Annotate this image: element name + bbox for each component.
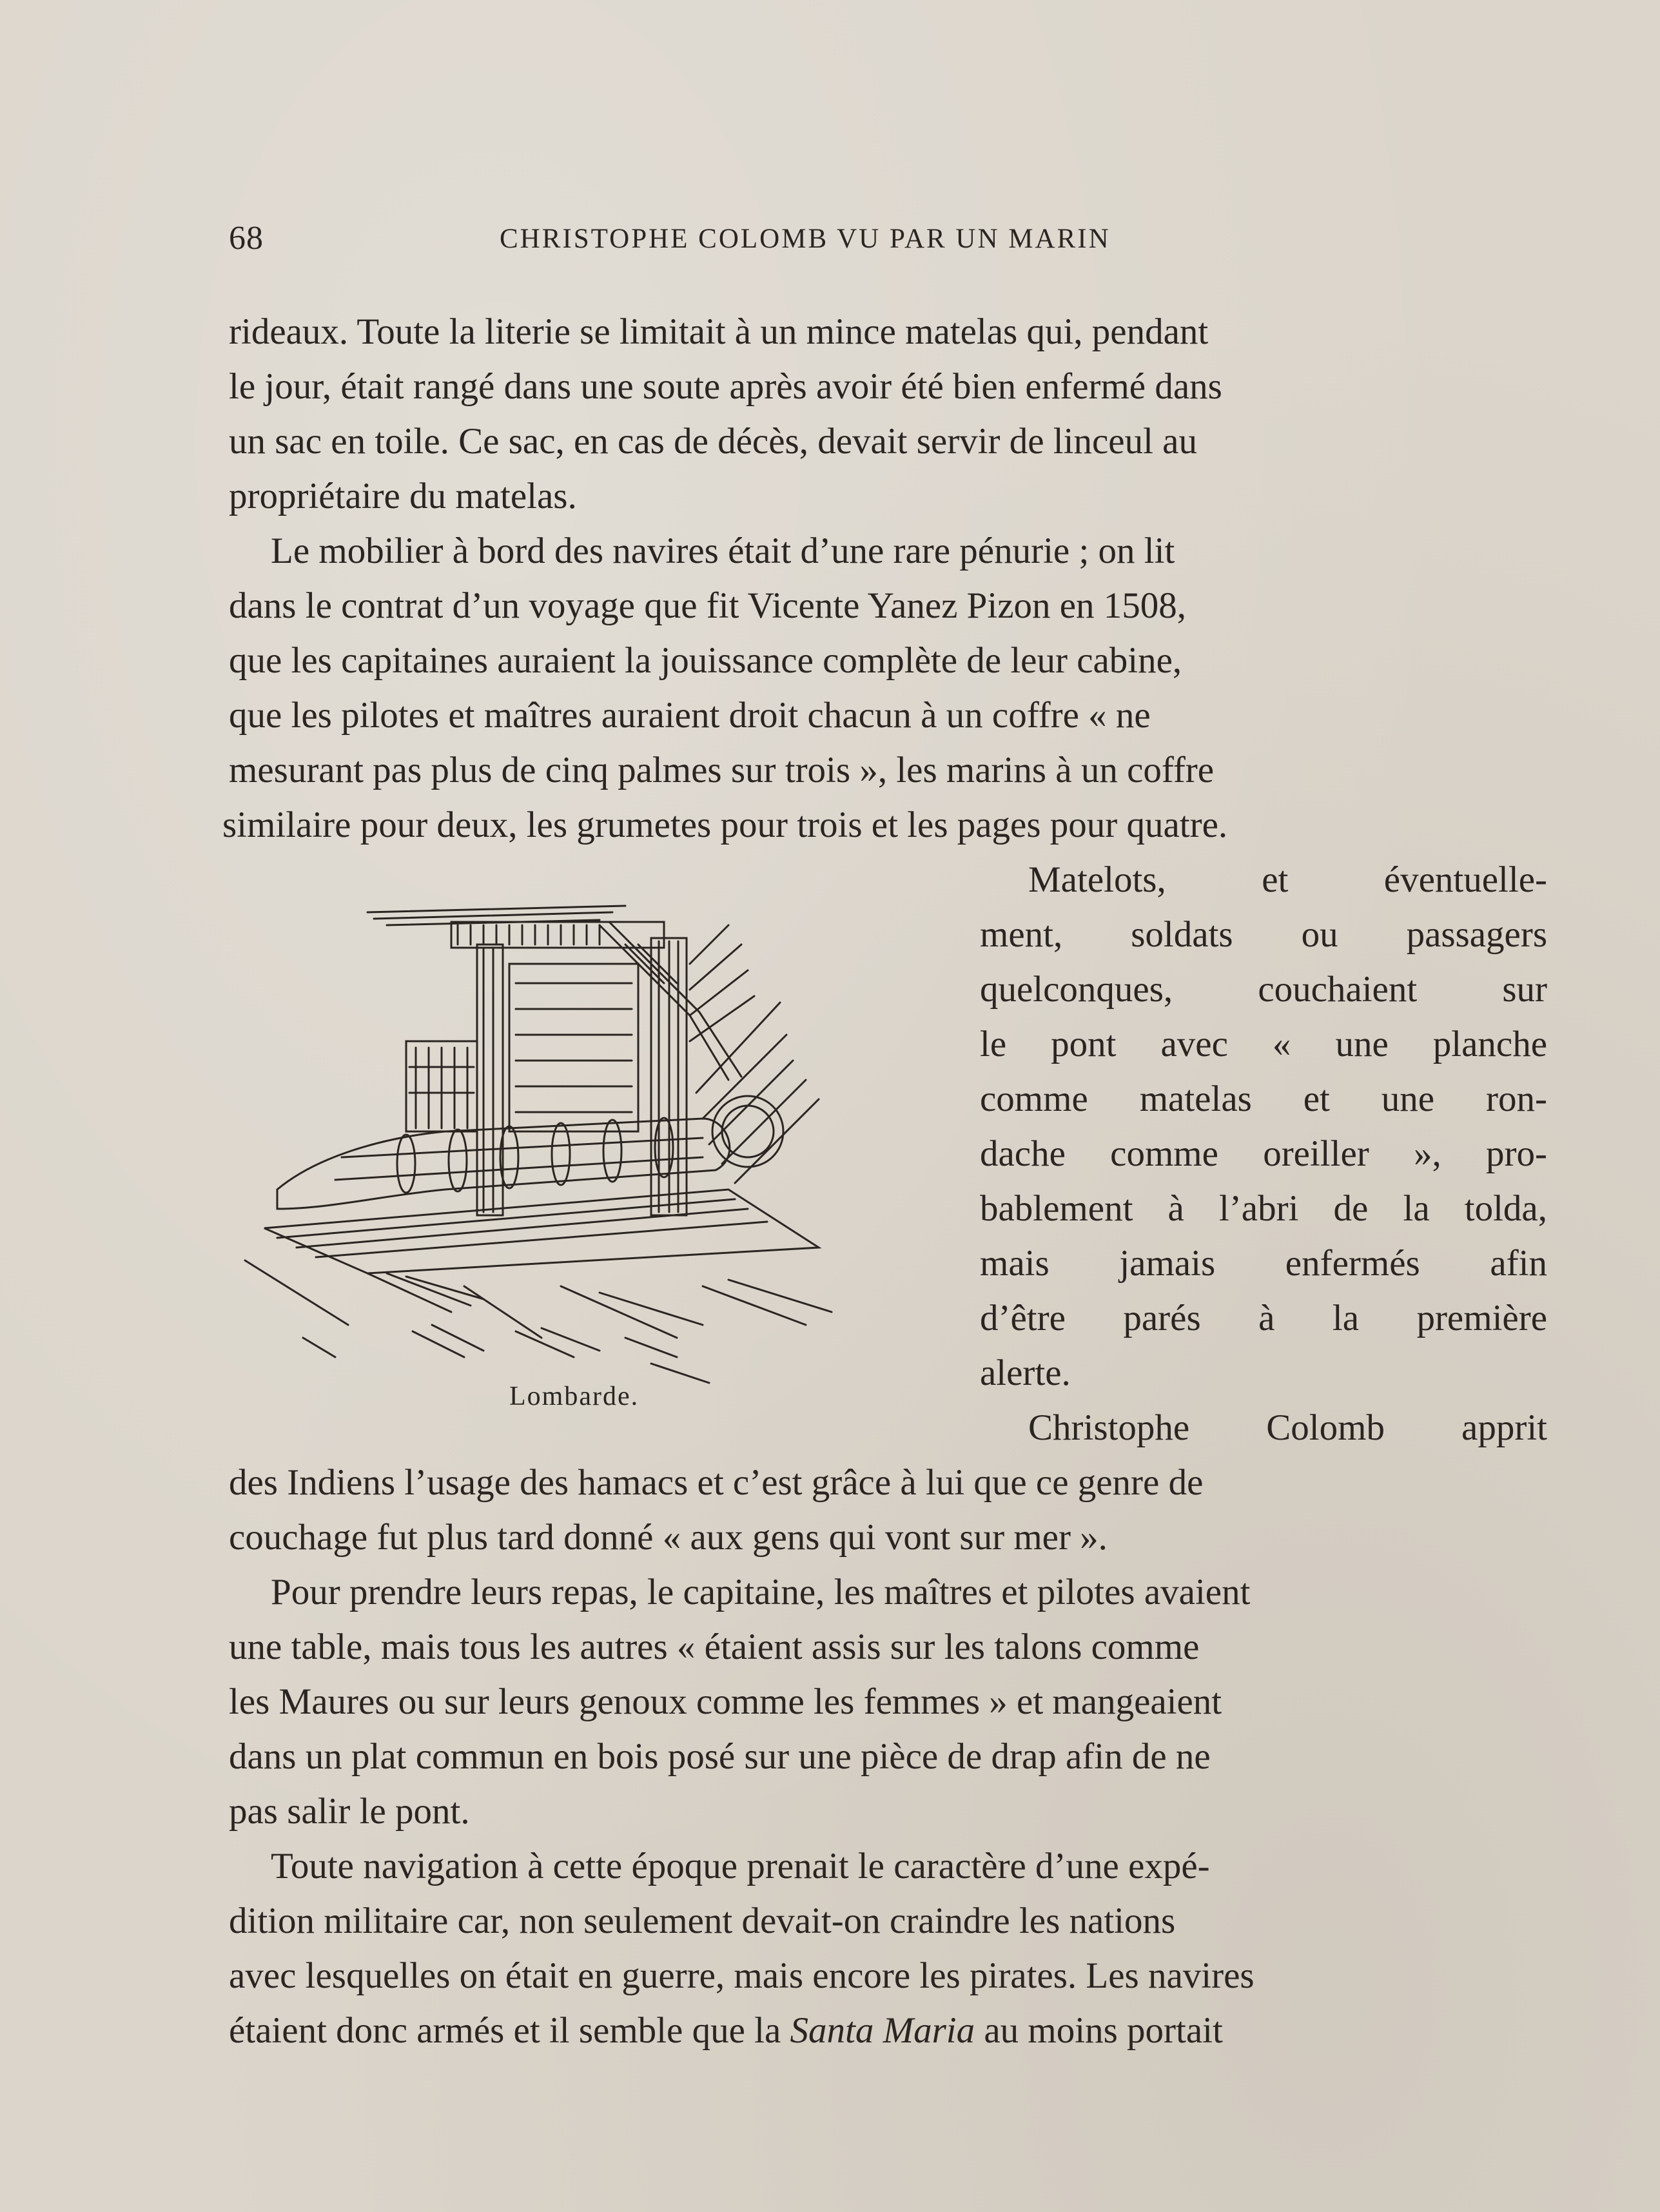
text-line: pas salir le pont. xyxy=(229,1791,470,1832)
text-line: ment, soldats ou passagers xyxy=(980,914,1547,955)
text-line: dition militaire car, non seulement devait-on craindre les nations xyxy=(229,1901,1176,1941)
text-line: dans le contrat d’un voyage que fit Vicente Yanez Pizon en 1508, xyxy=(229,585,1187,626)
text-line: Toute navigation à cette époque prenait le caractère d’une expé- xyxy=(271,1846,1210,1886)
text-line: une table, mais tous les autres « étaient assis sur les talons comme xyxy=(229,1627,1200,1667)
text-line: mais jamais enfermés afin xyxy=(980,1243,1547,1284)
text-line: avec lesquelles on était en guerre, mais encore les pirates. Les navires xyxy=(229,1955,1255,1996)
text-line: Christophe Colomb apprit xyxy=(1028,1407,1547,1448)
text-segment: étaient donc armés et il semble que la xyxy=(229,2010,790,2051)
text-line: rideaux. Toute la literie se limitait à un mince matelas qui, pendant xyxy=(229,311,1209,352)
text-segment: au moins portait xyxy=(975,2010,1223,2051)
text-line: Matelots, et éventuelle- xyxy=(1028,859,1547,900)
text-line: Pour prendre leurs repas, le capitaine, les maîtres et pilotes avaient xyxy=(271,1572,1251,1612)
text-line: que les capitaines auraient la jouissance complète de leur cabine, xyxy=(229,640,1182,681)
text-line: similaire pour deux, les grumetes pour trois et les pages pour quatre. xyxy=(222,805,1228,845)
text-line: dache comme oreiller », pro- xyxy=(980,1133,1547,1174)
text-line: couchage fut plus tard donné « aux gens qui vont sur mer ». xyxy=(229,1517,1108,1558)
text-line: alerte. xyxy=(980,1353,1071,1393)
text-line: propriétaire du matelas. xyxy=(229,476,577,516)
ship-name: Santa Maria xyxy=(790,2010,975,2051)
text-line: mesurant pas plus de cinq palmes sur trois », les marins à un coffre xyxy=(229,750,1215,790)
text-line: les Maures ou sur leurs genoux comme les femmes » et mangeaient xyxy=(229,1681,1222,1722)
lombard-cannon-engraving-icon xyxy=(239,886,935,1389)
page-number: 68 xyxy=(229,220,264,257)
text-line: comme matelas et une ron- xyxy=(980,1079,1547,1119)
text-line: un sac en toile. Ce sac, en cas de décès, devait servir de linceul au xyxy=(229,421,1197,462)
running-title: CHRISTOPHE COLOMB VU PAR UN MARIN xyxy=(500,224,1111,254)
figure-caption: Lombarde. xyxy=(509,1382,640,1411)
text-line: des Indiens l’usage des hamacs et c’est grâce à lui que ce genre de xyxy=(229,1462,1204,1503)
text-line: bablement à l’abri de la tolda, xyxy=(980,1188,1547,1229)
running-head xyxy=(229,219,1289,264)
text-line: quelconques, couchaient sur xyxy=(980,969,1547,1010)
text-line: Le mobilier à bord des navires était d’une rare pénurie ; on lit xyxy=(271,531,1175,571)
text-line: le pont avec « une planche xyxy=(980,1024,1547,1064)
text-line: le jour, était rangé dans une soute après avoir été bien enfermé dans xyxy=(229,366,1222,407)
text-line-last xyxy=(229,2008,1223,2053)
text-line: d’être parés à la première xyxy=(980,1298,1547,1338)
text-line: dans un plat commun en bois posé sur une pièce de drap afin de ne xyxy=(229,1736,1211,1777)
text-line: que les pilotes et maîtres auraient droit chacun à un coffre « ne xyxy=(229,695,1151,736)
